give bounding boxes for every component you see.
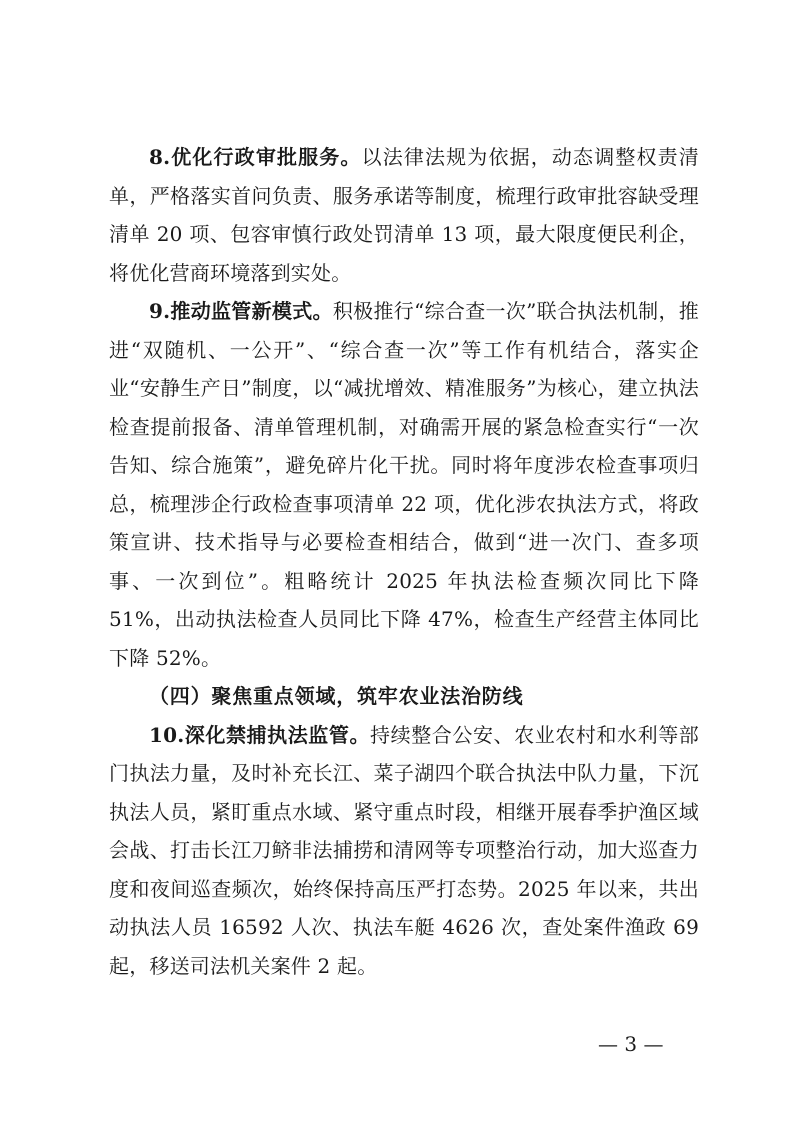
paragraph-9-heading: 9.推动监管新模式。 [149, 299, 333, 323]
paragraph-8-heading: 8.优化行政审批服务。 [149, 145, 362, 169]
page-number: — 3 — [598, 1032, 664, 1056]
paragraph-9-text: 积极推行“综合查一次”联合执法机制，推进“双随机、一公开”、“综合查一次”等工作有机结合，落实企业“安静生产日”制度，以“减扰增效、精准服务”为核心，建立执法检查提前报备、清单管理机制，对确需开展的紧急检查实行“一次告知、综合施策”，避免碎片化干扰。同时将年度涉农检查事项归总，梳理涉企行政检查事项清单 22 项，优化涉农执法方式，将政策宣讲、技术指导与必要检查相结合，做到“进一次门、查多项事、一次到位”。粗略统计 2025 年执法检查频次同比下降 51%，出动执法检查人员同比下降 47%，检查生产经营主体同比下降 52%。 [109, 299, 699, 670]
paragraph-10-heading: 10.深化禁捕执法监管。 [149, 722, 371, 747]
document-body [109, 138, 699, 985]
paragraph-10-text: 持续整合公安、农业农村和水利等部门执法力量，及时补充长江、菜子湖四个联合执法中队力量，下沉执法人员，紧盯重点水域、紧守重点时段，相继开展春季护渔区域会战、打击长江刀鲚非法捕捞和清网等专项整治行动，加大巡查力度和夜间巡查频次，始终保持高压严打态势。2025 年以来，共出动执法人员 16592 人次、执法车艇 4626 次，查处案件渔政 69 起，移送司法机关案件 2 起。 [109, 722, 700, 978]
paragraph-10 [109, 716, 699, 986]
section-heading: （四）聚焦重点领域，筑牢农业法治防线 [149, 684, 524, 708]
paragraph-8-text: 以法律法规为依据，动态调整权责清单，严格落实首问负责、服务承诺等制度，梳理行政审批容缺受理清单 20 项、包容审慎行政处罚清单 13 项，最大限度便民利企，将优化营商环境落到实处。 [109, 145, 699, 285]
paragraph-8 [109, 138, 699, 292]
paragraph-9 [109, 292, 699, 677]
